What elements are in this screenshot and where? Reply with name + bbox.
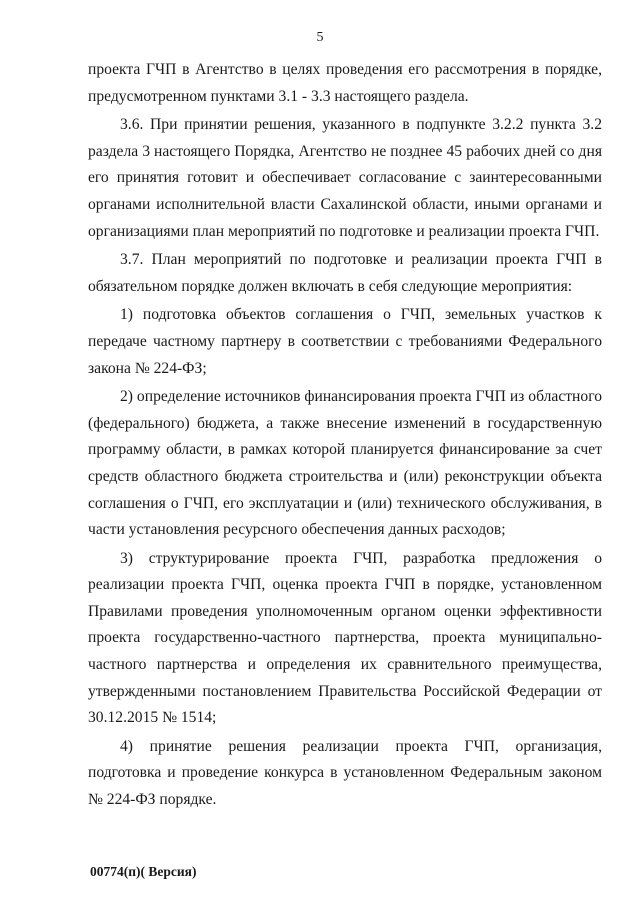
- list-item-1: 1) подготовка объектов соглашения о ГЧП, земельных участков к передаче частному партнеру в соответствии с требованиями Федерального закона № 224-ФЗ;: [88, 306, 602, 377]
- list-item-3: 3) структурирование проекта ГЧП, разработка предложения о реализации проекта ГЧП, оценка проекта ГЧП в порядке, установленном Правилами проведения уполномоченным органом оценки эффективности проекта государственно-частного партнерства, проекта муниципально-частного партнерства и определения их сравнительного преимущества, утвержденными постановлением Правительства Российской Федерации от 30.12.2015 № 1514;: [88, 549, 602, 727]
- paragraph-3-7: 3.7. План мероприятий по подготовке и реализации проекта ГЧП в обязательном порядке должен включать в себя следующие мероприятия:: [88, 251, 602, 295]
- paragraph-3-6: 3.6. При принятии решения, указанного в подпункте 3.2.2 пункта 3.2 раздела 3 настоящего Порядка, Агентство не позднее 45 рабочих дней со дня его принятия готовит и обеспечивает согласование с заинтересованными органами исполнительной власти Сахалинской области, иными органами и организациями план мероприятий по подготовке и реализации проекта ГЧП.: [88, 116, 602, 240]
- page-number: 5: [316, 30, 324, 45]
- document-footer-code: 00774(п)( Версия): [90, 864, 197, 879]
- document-body: [88, 57, 602, 814]
- paragraph-continuation: проекта ГЧП в Агентство в целях проведения его рассмотрения в порядке, предусмотренном пунктами 3.1 - 3.3 настоящего раздела.: [88, 61, 602, 105]
- list-item-4: 4) принятие решения реализации проекта ГЧП, организация, подготовка и проведение конкурса в установленном Федеральным законом № 224-ФЗ порядке.: [88, 737, 602, 809]
- list-item-2: 2) определение источников финансирования проекта ГЧП из областного (федерального) бюджета, а также внесение изменений в государственную программу области, в рамках которой планируется финансирование за счет средств областного бюджета строительства и (или) реконструкции объекта соглашения о ГЧП, его эксплуатации и (или) технического обслуживания, в части установления ресурсного обеспечения данных расходов;: [88, 388, 602, 539]
